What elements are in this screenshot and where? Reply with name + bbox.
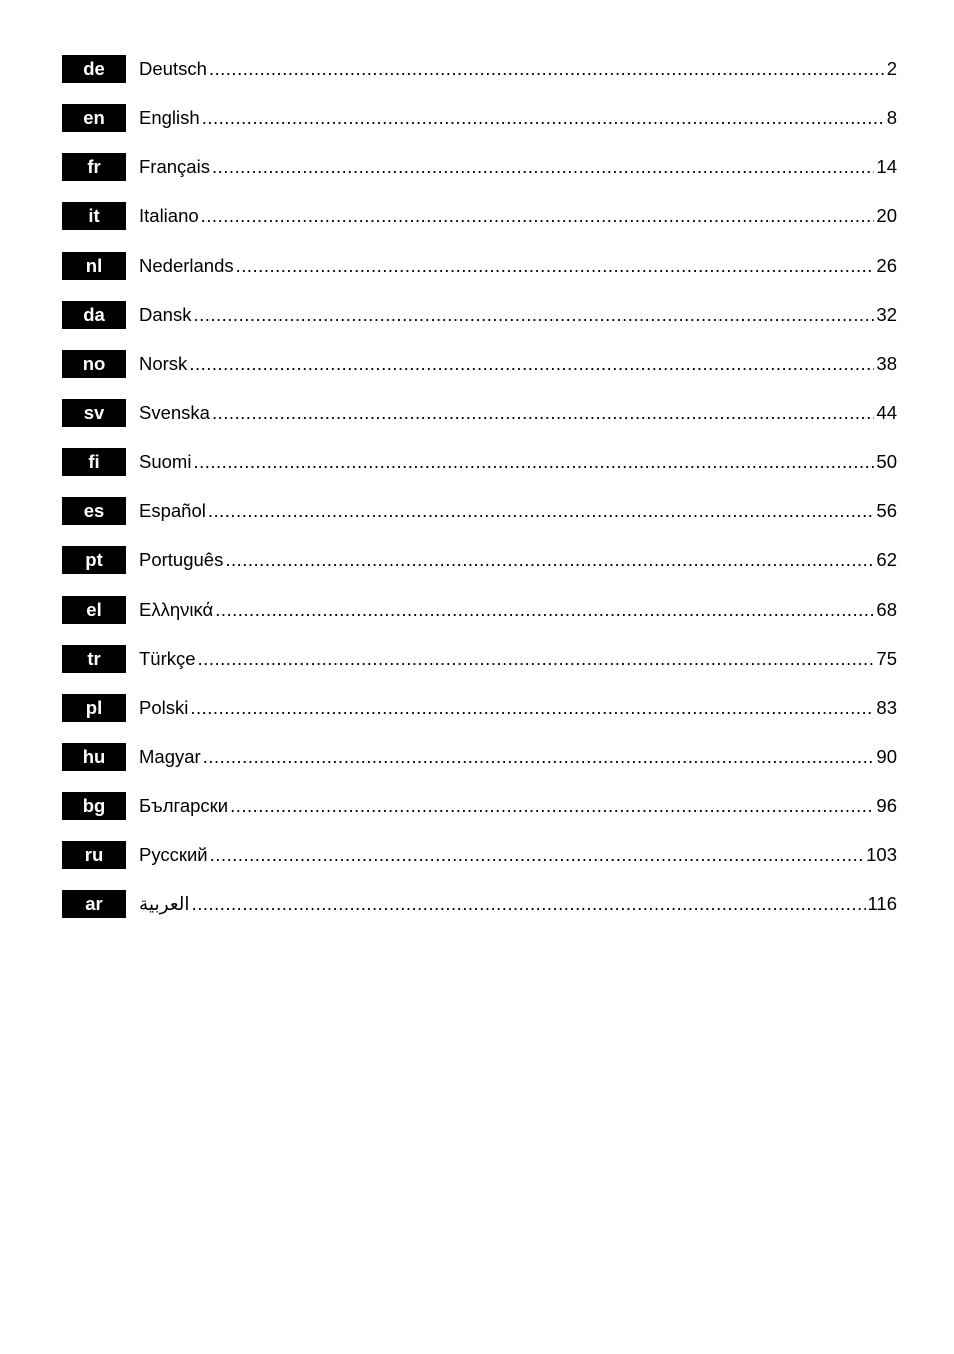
toc-entry-line bbox=[139, 890, 897, 918]
language-name: Português bbox=[139, 549, 224, 571]
language-name: Français bbox=[139, 156, 210, 178]
toc-entry-line bbox=[139, 350, 897, 378]
language-code-badge: hu bbox=[62, 743, 126, 771]
toc-entry-line bbox=[139, 743, 897, 771]
language-code-badge: el bbox=[62, 596, 126, 624]
toc-entry-line bbox=[139, 399, 897, 427]
page-number: 32 bbox=[876, 303, 897, 325]
page-number: 75 bbox=[876, 647, 897, 669]
language-name: Dansk bbox=[139, 303, 192, 325]
dot-leader bbox=[198, 645, 875, 673]
toc-entry-line bbox=[139, 153, 897, 181]
page-number: 2 bbox=[886, 58, 897, 79]
toc-entry-bg[interactable] bbox=[62, 792, 897, 820]
page-number: 68 bbox=[876, 598, 897, 620]
page-number: 44 bbox=[876, 401, 897, 423]
language-code-badge: nl bbox=[62, 252, 126, 280]
language-code-badge: bg bbox=[62, 792, 126, 820]
language-name: Български bbox=[139, 795, 229, 817]
toc-entry-line bbox=[139, 252, 897, 280]
dot-leader bbox=[230, 792, 874, 820]
toc-entry-hu[interactable] bbox=[62, 743, 897, 771]
language-code-badge: ru bbox=[62, 841, 126, 869]
dot-leader bbox=[210, 841, 864, 869]
toc-entry-line bbox=[139, 55, 897, 83]
language-code-badge: sv bbox=[62, 399, 126, 427]
toc-entry-line bbox=[139, 301, 897, 329]
toc-entry-pt[interactable] bbox=[62, 546, 897, 574]
dot-leader bbox=[225, 546, 874, 574]
dot-leader bbox=[236, 252, 875, 280]
page-number: 20 bbox=[876, 205, 897, 227]
toc-entry-it[interactable] bbox=[62, 202, 897, 230]
language-code-badge: tr bbox=[62, 645, 126, 673]
dot-leader bbox=[193, 448, 874, 476]
page-number: 62 bbox=[876, 549, 897, 571]
page-number: 26 bbox=[876, 254, 897, 276]
language-code-badge: en bbox=[62, 104, 126, 132]
toc-entry-line bbox=[139, 497, 897, 525]
page-number: 56 bbox=[876, 500, 897, 522]
language-name: Magyar bbox=[139, 745, 201, 767]
language-name: Deutsch bbox=[139, 58, 207, 79]
language-name: Español bbox=[139, 500, 206, 522]
language-name: Italiano bbox=[139, 205, 199, 227]
language-code-badge: pt bbox=[62, 546, 126, 574]
page-number: 90 bbox=[876, 745, 897, 767]
toc-entry-sv[interactable] bbox=[62, 399, 897, 427]
language-code-badge: pl bbox=[62, 694, 126, 722]
dot-leader bbox=[203, 743, 875, 771]
language-code-badge: da bbox=[62, 301, 126, 329]
toc-entry-line bbox=[139, 546, 897, 574]
language-name: Svenska bbox=[139, 401, 210, 423]
toc-entry-fi[interactable] bbox=[62, 448, 897, 476]
language-name: العربية bbox=[139, 893, 190, 915]
toc-entry-line bbox=[139, 645, 897, 673]
toc-entry-line bbox=[139, 694, 897, 722]
toc-entry-en[interactable] bbox=[62, 104, 897, 132]
toc-entry-da[interactable] bbox=[62, 301, 897, 329]
language-code-badge: fi bbox=[62, 448, 126, 476]
toc-entry-line bbox=[139, 202, 897, 230]
toc-entry-tr[interactable] bbox=[62, 645, 897, 673]
language-name: Norsk bbox=[139, 352, 188, 374]
dot-leader bbox=[209, 55, 885, 83]
toc-entry-line bbox=[139, 792, 897, 820]
dot-leader bbox=[215, 596, 874, 624]
dot-leader bbox=[193, 301, 874, 329]
page-number: 50 bbox=[876, 451, 897, 473]
page-number: 103 bbox=[866, 844, 897, 866]
page-number: 83 bbox=[876, 696, 897, 718]
language-code-badge: it bbox=[62, 202, 126, 230]
table-of-contents bbox=[62, 55, 897, 940]
toc-entry-ar[interactable] bbox=[62, 890, 897, 918]
language-name: Русский bbox=[139, 844, 208, 866]
toc-entry-el[interactable] bbox=[62, 596, 897, 624]
dot-leader bbox=[212, 399, 874, 427]
language-code-badge: de bbox=[62, 55, 126, 83]
language-code-badge: fr bbox=[62, 153, 126, 181]
page-number: 38 bbox=[876, 352, 897, 374]
dot-leader bbox=[208, 497, 875, 525]
toc-entry-es[interactable] bbox=[62, 497, 897, 525]
dot-leader bbox=[189, 350, 874, 378]
language-name: Ελληνικά bbox=[139, 598, 214, 620]
language-name: Polski bbox=[139, 696, 189, 718]
toc-entry-line bbox=[139, 841, 897, 869]
page-number: 14 bbox=[876, 156, 897, 178]
language-name: English bbox=[139, 107, 200, 129]
toc-entry-de[interactable] bbox=[62, 55, 897, 83]
dot-leader bbox=[202, 104, 885, 132]
toc-entry-fr[interactable] bbox=[62, 153, 897, 181]
dot-leader bbox=[212, 153, 874, 181]
dot-leader bbox=[190, 694, 874, 722]
page-number: 116 bbox=[867, 893, 897, 915]
toc-entry-ru[interactable] bbox=[62, 841, 897, 869]
language-name: Türkçe bbox=[139, 647, 196, 669]
language-name: Nederlands bbox=[139, 254, 234, 276]
toc-entry-line bbox=[139, 596, 897, 624]
dot-leader bbox=[192, 890, 866, 918]
language-code-badge: no bbox=[62, 350, 126, 378]
toc-entry-no[interactable] bbox=[62, 350, 897, 378]
toc-entry-line bbox=[139, 104, 897, 132]
toc-entry-pl[interactable] bbox=[62, 694, 897, 722]
language-name: Suomi bbox=[139, 451, 192, 473]
language-code-badge: es bbox=[62, 497, 126, 525]
toc-entry-line bbox=[139, 448, 897, 476]
page-number: 8 bbox=[886, 107, 897, 129]
toc-entry-nl[interactable] bbox=[62, 252, 897, 280]
dot-leader bbox=[201, 202, 875, 230]
page-number: 96 bbox=[876, 795, 897, 817]
language-code-badge: ar bbox=[62, 890, 126, 918]
